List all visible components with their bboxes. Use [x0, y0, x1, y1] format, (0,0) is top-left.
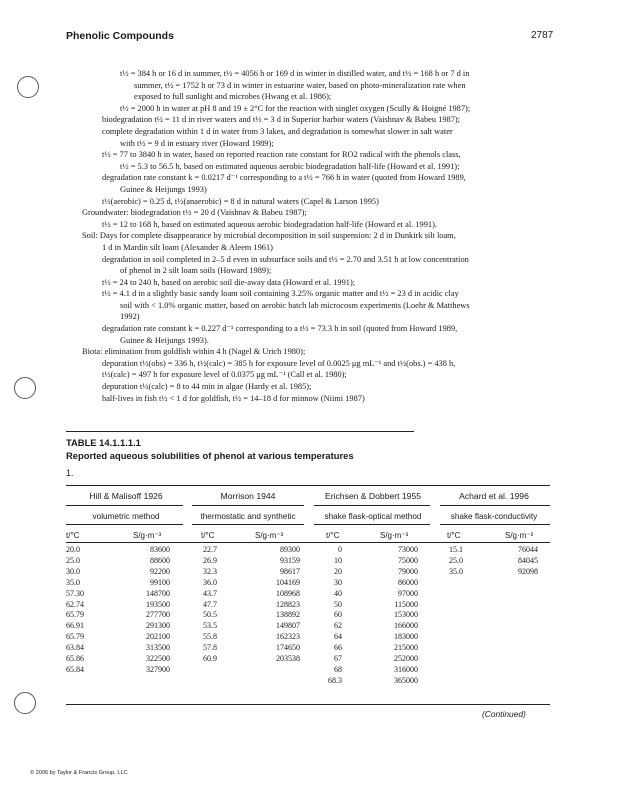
cell-solubility: 313500 [146, 643, 170, 653]
body-line: degradation in soil completed in 2–5 d even in subsurface soils and t½ = 2.70 and 3.51 h at low concentration [102, 254, 469, 264]
cell-solubility: 327900 [146, 664, 170, 674]
cell-temperature: 22.7 [203, 545, 217, 554]
body-line: with t½ = 9 d in estuary river (Howard 1989); [120, 138, 274, 148]
cell-solubility: 138892 [276, 610, 300, 620]
body-line: soil with < 1.0% organic matter, based on aerobic batch lab microcosm experiments (Loehr & Matthews [120, 300, 470, 310]
cell-temperature: 36.0 [203, 577, 217, 587]
cell-solubility: 75000 [398, 555, 418, 565]
cell-solubility: 86000 [398, 577, 418, 587]
cell-temperature: 57.8 [203, 643, 217, 653]
body-line: t½ = 77 to 3840 h in water, based on reported reaction rate constant for RO2 radical with the phenols class, [102, 150, 461, 160]
column-header-solubility: S/g·m⁻³ [380, 531, 409, 540]
cell-temperature: 68.3 [328, 675, 342, 685]
cell-temperature: 0 [338, 545, 342, 554]
cell-solubility: 215000 [394, 643, 418, 653]
data-column-temperature [449, 545, 463, 578]
body-line: of phenol in 2 silt loam soils (Howard 1989); [120, 266, 272, 276]
cell-temperature: 67 [334, 654, 342, 664]
cell-solubility: 115000 [394, 599, 418, 609]
running-header-title: Phenolic Compounds [66, 30, 174, 42]
cell-solubility: 203538 [276, 654, 300, 664]
cell-solubility: 83600 [150, 545, 170, 554]
cell-solubility: 98617 [280, 566, 300, 576]
cell-temperature: 62.74 [66, 599, 84, 609]
column-header-temperature: t/°C [326, 531, 340, 540]
source-underline [192, 505, 304, 506]
cell-solubility: 252000 [394, 654, 418, 664]
data-column-solubility [370, 545, 418, 687]
body-line: Guinee & Heijungs 1993). [120, 335, 209, 345]
column-header-solubility: S/g·m⁻³ [133, 531, 162, 540]
cell-solubility: 291300 [146, 621, 170, 631]
method-name: shake flask-conductivity [450, 512, 538, 521]
source-underline [314, 505, 430, 506]
body-line: t½ = 12 to 168 h, based on estimated aqueous aerobic biodegradation half-life (Howard et al. 1991). [102, 219, 437, 229]
body-line: Groundwater: biodegradation t½ = 20 d (Vaishnav & Babeu 1987); [82, 208, 307, 218]
punch-hole [17, 76, 39, 98]
table-top-rule [66, 431, 414, 432]
cell-temperature: 55.8 [203, 632, 217, 642]
cell-temperature: 50 [334, 599, 342, 609]
cell-solubility: 108968 [276, 588, 300, 598]
cell-temperature: 20 [334, 566, 342, 576]
cell-temperature: 65.79 [66, 610, 84, 620]
cell-solubility: 365000 [394, 675, 418, 685]
body-line: summer, t½ = 1752 h or 73 d in winter in estuarine water, based on photo-mineralization rate when [134, 80, 466, 90]
cell-solubility: 183000 [394, 632, 418, 642]
cell-temperature: 10 [334, 555, 342, 565]
method-underline [66, 524, 183, 525]
method-name: volumetric method [92, 512, 160, 521]
cell-temperature: 53.5 [203, 621, 217, 631]
cell-solubility: 79000 [398, 566, 418, 576]
body-line: degradation rate constant k = 0.227 d⁻¹ corresponding to a t½ = 73.3 h in soil (quoted from Howard 1989, [102, 324, 458, 334]
body-line: Guinee & Heijungs 1993) [120, 184, 207, 194]
table-bottom-rule [66, 704, 550, 705]
column-header-temperature: t/°C [447, 531, 461, 540]
method-underline [314, 524, 430, 525]
data-column-temperature [203, 545, 217, 665]
cell-temperature: 40 [334, 588, 342, 598]
data-column-solubility [120, 545, 170, 676]
cell-temperature: 25.0 [449, 555, 463, 565]
data-column-solubility [250, 545, 300, 665]
data-column-temperature [66, 545, 84, 676]
cell-solubility: 166000 [394, 621, 418, 631]
body-line: 1 d in Mardin silt loam (Alexander & Aleem 1961) [102, 242, 273, 252]
punch-hole [14, 377, 36, 399]
method-name: shake flask-optical method [324, 512, 422, 521]
cell-solubility: 316000 [394, 664, 418, 674]
body-line: depuration t½(obs) = 336 h, t½(calc) = 385 h for exposure level of 0.0025 μg mL⁻¹ and t½(obs.) = 438 h, [102, 358, 456, 368]
body-line: exposed to full sunlight and microbes (Hwang et al. 1986); [134, 92, 332, 102]
source-name: Morrison 1944 [220, 491, 276, 501]
body-line: complete degradation within 1 d in water from 3 lakes, and degradation is somewhat slower in salt water [102, 126, 453, 136]
body-line: half-lives in fish t½ < 1 d for goldfish, t½ = 14–18 d for minnow (Niimi 1987) [102, 393, 365, 403]
cell-temperature: 32.3 [203, 566, 217, 576]
body-line: 1992) [120, 312, 140, 322]
cell-temperature: 43.7 [203, 588, 217, 598]
body-line: t½ = 5.3 to 56.5 h, based on estimated aqueous aerobic biodegradation half-life (Howard et al. 1991); [120, 161, 460, 171]
cell-temperature: 26.9 [203, 555, 217, 565]
cell-solubility: 92200 [150, 566, 170, 576]
copyright-footer: © 2006 by Taylor & Francis Group, LLC [30, 770, 128, 776]
cell-temperature: 30 [334, 577, 342, 587]
table-caption: Reported aqueous solubilities of phenol at various temperatures [66, 450, 354, 461]
cell-temperature: 15.1 [449, 545, 463, 554]
half-life-text-block [82, 68, 552, 404]
body-line: biodegradation t½ = 11 d in river waters and t½ = 3 d in Superior harbor waters (Vaishnav & Babeu 1987); [102, 115, 461, 125]
column-header-solubility: S/g·m⁻³ [505, 531, 534, 540]
cell-solubility: 128823 [276, 599, 300, 609]
cell-temperature: 30.0 [66, 566, 80, 576]
body-line: t½ = 2000 h in water at pH 8 and 19 ± 2°C for the reaction with singlet oxygen (Scully & Hoigné 1987); [120, 103, 471, 113]
source-name: Hill & Malisoff 1926 [89, 491, 163, 501]
table-label: TABLE 14.1.1.1.1 [66, 437, 141, 448]
cell-temperature: 60 [334, 610, 342, 620]
method-underline [440, 524, 550, 525]
cell-temperature: 66 [334, 643, 342, 653]
cell-solubility: 88600 [150, 555, 170, 565]
cell-temperature: 66.91 [66, 621, 84, 631]
table-part-number: 1. [66, 468, 74, 478]
cell-solubility: 93159 [280, 555, 300, 565]
cell-solubility: 193500 [146, 599, 170, 609]
body-line: depuration t½(calc) = 8 to 44 min in algae (Hardy et al. 1985); [102, 382, 312, 392]
cell-temperature: 50.5 [203, 610, 217, 620]
body-line: degradation rate constant k = 0.0217 d⁻¹ corresponding to a t½ = 766 h in water (quoted from Howard 1989, [102, 173, 466, 183]
cell-solubility: 202100 [146, 632, 170, 642]
cell-solubility: 148700 [146, 588, 170, 598]
cell-temperature: 57.30 [66, 588, 84, 598]
data-column-solubility [496, 545, 538, 578]
cell-solubility: 277700 [146, 610, 170, 620]
method-underline [192, 524, 304, 525]
cell-solubility: 99100 [150, 577, 170, 587]
cell-temperature: 65.79 [66, 632, 84, 642]
cell-temperature: 35.0 [449, 566, 463, 576]
cell-solubility: 104169 [276, 577, 300, 587]
cell-temperature: 25.0 [66, 555, 80, 565]
cell-solubility: 92098 [518, 566, 538, 576]
cell-solubility: 322500 [146, 654, 170, 664]
source-underline [440, 505, 550, 506]
column-header-temperature: t/°C [66, 531, 80, 540]
data-column-temperature [320, 545, 342, 687]
cell-solubility: 76044 [518, 545, 538, 554]
cell-temperature: 65.86 [66, 654, 84, 664]
cell-solubility: 153000 [394, 610, 418, 620]
continued-note: (Continued) [482, 709, 526, 719]
source-name: Achard et al. 1996 [459, 491, 529, 501]
cell-temperature: 47.7 [203, 599, 217, 609]
cell-temperature: 20.0 [66, 545, 80, 554]
body-line: t½(aerobic) = 0.25 d, t½(anaerobic) = 8 d in natural waters (Capel & Larson 1995) [102, 196, 379, 206]
column-header-temperature: t/°C [201, 531, 215, 540]
cell-temperature: 64 [334, 632, 342, 642]
cell-temperature: 68 [334, 664, 342, 674]
body-line: Soil: Days for complete disappearance by microbial decomposition in soil suspension: 2 d in Dunkirk silt loam, [82, 231, 456, 241]
table-header-rule [66, 485, 550, 486]
column-header-rule [66, 542, 550, 543]
column-header-solubility: S/g·m⁻³ [255, 531, 284, 540]
body-line: t½ = 24 to 240 h, based on aerobic soil die-away data (Howard et al. 1991); [102, 277, 356, 287]
cell-solubility: 89300 [280, 545, 300, 554]
cell-temperature: 60.9 [203, 654, 217, 664]
cell-solubility: 149807 [276, 621, 300, 631]
body-line: t½ = 384 h or 16 d in summer, t½ = 4056 h or 169 d in winter in distilled water, and t½ = 168 h or 7 d in [120, 69, 470, 78]
cell-temperature: 35.0 [66, 577, 80, 587]
body-line: t½(calc) = 497 h for exposure level of 0.0375 μg mL⁻¹ (Call et al. 1980); [102, 370, 347, 380]
cell-solubility: 97000 [398, 588, 418, 598]
cell-solubility: 174650 [276, 643, 300, 653]
cell-solubility: 162323 [276, 632, 300, 642]
cell-temperature: 65.84 [66, 664, 84, 674]
body-line: t½ = 4.1 d in a slightly basic sandy loam soil containing 3.25% organic matter and t½ = 23 d in acidic clay [102, 289, 459, 299]
cell-solubility: 84045 [518, 555, 538, 565]
method-name: thermostatic and synthetic [200, 512, 296, 521]
cell-temperature: 63.84 [66, 643, 84, 653]
cell-temperature: 62 [334, 621, 342, 631]
body-line: Biota: elimination from goldfish within 4 h (Nagel & Urich 1980); [82, 347, 306, 357]
source-name: Erichsen & Dobbert 1955 [324, 491, 422, 501]
punch-hole [14, 692, 36, 714]
page-number: 2787 [531, 30, 554, 41]
source-underline [66, 505, 183, 506]
cell-solubility: 73000 [398, 545, 418, 554]
